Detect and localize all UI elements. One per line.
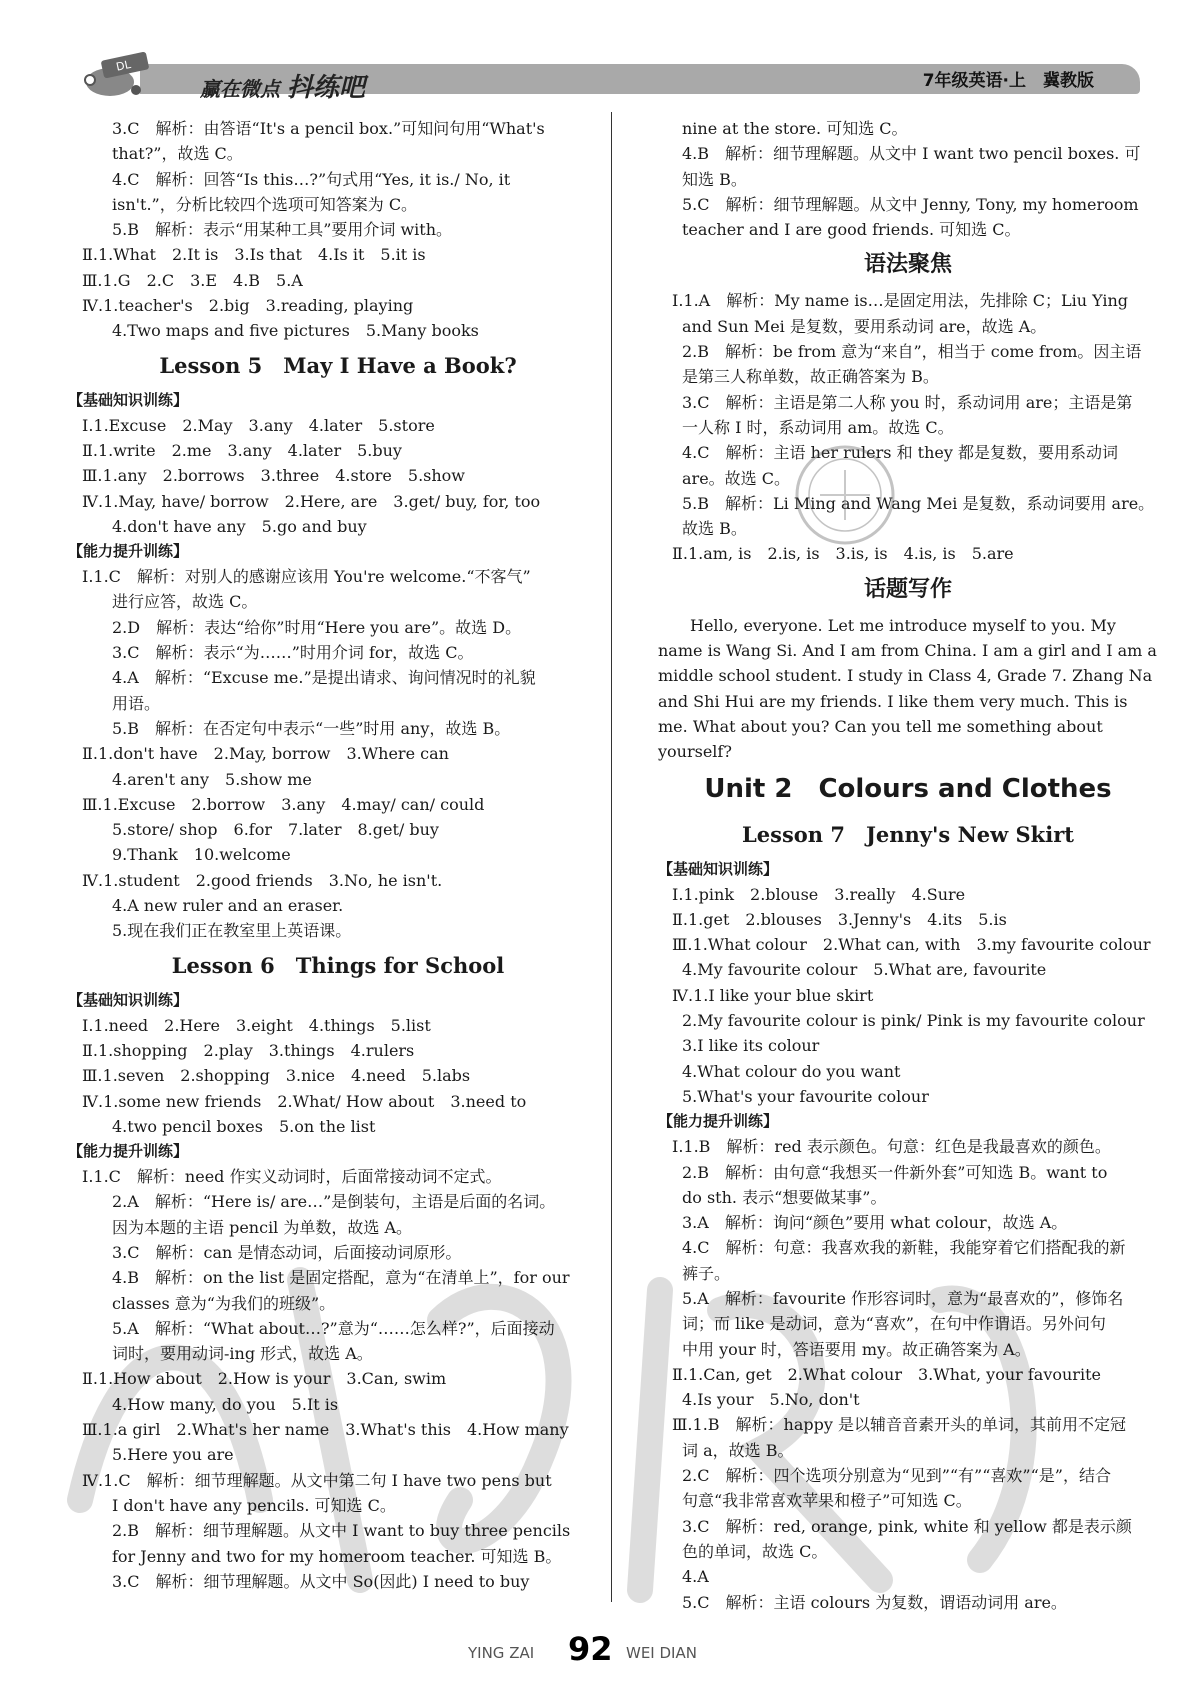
answer-line: 5.现在我们正在教室里上英语课。 bbox=[112, 921, 352, 941]
answer-line: 裤子。 bbox=[682, 1263, 731, 1283]
answer-line: 3.C 解析：主语是第二人称 you 时，系动词用 are；主语是第 bbox=[682, 392, 1133, 412]
answer-line: Ⅰ.1.B 解析：red 表示颜色。句意：红色是我最喜欢的颜色。 bbox=[672, 1137, 1111, 1157]
answer-line: 5.B 解析：Li Ming and Wang Mei 是复数，系动词要用 are。 bbox=[682, 493, 1155, 513]
answer-line: teacher and I are good friends. 可知选 C。 bbox=[682, 220, 1021, 240]
answer-line: 4.B 解析：细节理解题。从文中 I want two pencil boxes. 可 bbox=[682, 144, 1141, 164]
answer-line: 5.B 解析：表示“用某种工具”要用介词 with。 bbox=[112, 220, 453, 240]
answer-line: 5.store/ shop 6.for 7.later 8.get/ buy bbox=[112, 820, 439, 840]
answer-line: 4.C 解析：回答“Is this…?”句式用“Yes, it is./ No, it bbox=[112, 169, 511, 189]
answer-line: Ⅲ.1.any 2.borrows 3.three 4.store 5.show bbox=[82, 466, 465, 486]
header-brand bbox=[200, 67, 365, 104]
answer-line: 2.My favourite colour is pink/ Pink is my favourite colour bbox=[682, 1011, 1145, 1031]
answer-line: 3.I like its colour bbox=[682, 1036, 820, 1056]
section-heading: Lesson 7 Jenny's New Skirt bbox=[742, 821, 1074, 847]
section-heading: 【基础知识训练】 bbox=[658, 859, 779, 878]
section-heading: Lesson 5 May I Have a Book? bbox=[159, 352, 517, 378]
answer-line: 4.Two maps and five pictures 5.Many books bbox=[112, 321, 479, 341]
footer-left-text: YING ZAI bbox=[468, 1644, 535, 1662]
answer-line: Ⅰ.1.Excuse 2.May 3.any 4.later 5.store bbox=[82, 415, 435, 435]
answer-line: 一人称 I 时，系动词用 am。故选 C。 bbox=[682, 417, 954, 437]
answer-line: 5.C 解析：细节理解题。从文中 Jenny, Tony, my homeroom bbox=[682, 194, 1139, 214]
answer-line: 故选 B。 bbox=[682, 519, 747, 539]
answer-line: Ⅲ.1.G 2.C 3.E 4.B 5.A bbox=[82, 270, 303, 290]
section-heading: 【基础知识训练】 bbox=[68, 990, 189, 1009]
answer-line: Ⅳ.1.I like your blue skirt bbox=[672, 985, 874, 1005]
answer-line: 4.How many, do you 5.It is bbox=[112, 1394, 339, 1414]
answer-line: Ⅳ.1.some new friends 2.What/ How about 3.need to bbox=[82, 1091, 527, 1111]
answer-line: 2.D 解析：表达“给你”时用“Here you are”。故选 D。 bbox=[112, 617, 522, 637]
answer-line: 4.B 解析：on the list 是固定搭配，意为“在清单上”，for our bbox=[112, 1268, 570, 1288]
answer-line: Ⅳ.1.teacher's 2.big 3.reading, playing bbox=[82, 296, 414, 316]
answer-line: 4.aren't any 5.show me bbox=[112, 769, 312, 789]
answer-line: 4.Is your 5.No, don't bbox=[682, 1390, 860, 1410]
answer-line: 4.A 解析：“Excuse me.”是提出请求、询问情况时的礼貌 bbox=[112, 668, 536, 688]
answer-line: and Sun Mei 是复数，要用系动词 are，故选 A。 bbox=[682, 316, 1047, 336]
answer-line: Ⅲ.1.seven 2.shopping 3.nice 4.need 5.labs bbox=[82, 1066, 471, 1086]
answer-line: Ⅲ.1.a girl 2.What's her name 3.What's this 4.How many bbox=[82, 1420, 569, 1440]
answer-line: Ⅱ.1.get 2.blouses 3.Jenny's 4.its 5.is bbox=[672, 909, 1007, 929]
answer-line: 词时，要用动词-ing 形式，故选 A。 bbox=[112, 1344, 373, 1364]
answer-line: 知选 B。 bbox=[682, 169, 747, 189]
answer-line: 3.C 解析：red, orange, pink, white 和 yellow 都是表示颜 bbox=[682, 1516, 1132, 1536]
answer-line: Ⅱ.1.What 2.It is 3.Is that 4.Is it 5.it is bbox=[82, 245, 426, 265]
section-heading: 语法聚焦 bbox=[863, 252, 952, 278]
answer-line: 因为本题的主语 pencil 为单数，故选 A。 bbox=[112, 1217, 413, 1237]
section-heading: 【能力提升训练】 bbox=[68, 1142, 189, 1161]
answer-line: Ⅳ.1.student 2.good friends 3.No, he isn't. bbox=[82, 870, 443, 890]
answer-line: 2.B 解析：细节理解题。从文中 I want to buy three pencils bbox=[112, 1521, 571, 1541]
answer-line: 词；而 like 是动词，意为“喜欢”，在句中作谓语。另外问句 bbox=[682, 1314, 1106, 1334]
page-number: 92 bbox=[568, 1630, 613, 1668]
answer-line: do sth. 表示“想要做某事”。 bbox=[682, 1187, 887, 1207]
answer-line: 4.A new ruler and an eraser. bbox=[112, 896, 344, 916]
answer-line: 3.C 解析：can 是情态动词，后面接动词原形。 bbox=[112, 1242, 462, 1262]
section-heading: 【基础知识训练】 bbox=[68, 390, 189, 409]
homework-stamp-icon bbox=[790, 440, 900, 550]
answer-line: 4.My favourite colour 5.What are, favourite bbox=[682, 960, 1047, 980]
answer-line: Hello, everyone. Let me introduce myself to you. My name is Wang Si. And I am from China. I am a girl and I am a middle school student. I study in Class 4, Grade 7. Zhang Na and Shi Hui are my friends. I like them very much. This is me. What about you? Can you tell me something about yourself? bbox=[658, 615, 1157, 762]
section-heading: 话题写作 bbox=[863, 576, 952, 602]
answer-line: Ⅱ.1.How about 2.How is your 3.Can, swim bbox=[82, 1369, 447, 1389]
answer-line: 5.What's your favourite colour bbox=[682, 1086, 929, 1106]
answer-line: 5.A 解析：favourite 作形容词时，意为“最喜欢的”，修饰名 bbox=[682, 1288, 1124, 1308]
answer-line: 中用 your 时，答语要用 my。故正确答案为 A。 bbox=[682, 1339, 1031, 1359]
header-brand-small: 赢在微点 bbox=[200, 77, 280, 101]
answer-line: 5.C 解析：主语 colours 为复数，谓语动词用 are。 bbox=[682, 1592, 1067, 1612]
answer-line: 5.Here you are bbox=[112, 1445, 234, 1465]
answer-line: that?”，故选 C。 bbox=[112, 144, 243, 164]
answer-line: 5.A 解析：“What about…?”意为“……怎么样?”，后面接动 bbox=[112, 1318, 555, 1338]
answer-line: 2.A 解析：“Here is/ are…”是倒装句，主语是后面的名词。 bbox=[112, 1192, 556, 1212]
answer-line: Ⅱ.1.Can, get 2.What colour 3.What, your favourite bbox=[672, 1364, 1101, 1384]
answer-line: 9.Thank 10.welcome bbox=[112, 845, 291, 865]
logo-icon bbox=[80, 50, 190, 106]
header-book-info: 7年级英语·上 冀教版 bbox=[922, 71, 1094, 91]
answer-line: are。故选 C。 bbox=[682, 468, 790, 488]
answer-line: Ⅳ.1.C 解析：细节理解题。从文中第二句 I have two pens but bbox=[82, 1470, 552, 1490]
page-footer bbox=[0, 1630, 1200, 1670]
answer-line: 4.A bbox=[682, 1567, 709, 1587]
answer-line: classes 意为“为我们的班级”。 bbox=[112, 1293, 336, 1313]
answer-line: 2.B 解析：由句意“我想买一件新外套”可知选 B。want to bbox=[682, 1162, 1108, 1182]
answer-line: 用语。 bbox=[112, 693, 161, 713]
answer-line: 5.B 解析：在否定句中表示“一些”时用 any，故选 B。 bbox=[112, 718, 511, 738]
answer-line: 3.C 解析：表示“为……”时用介词 for，故选 C。 bbox=[112, 643, 474, 663]
answer-line: 4.C 解析：句意：我喜欢我的新鞋，我能穿着它们搭配我的新 bbox=[682, 1238, 1126, 1258]
answer-line: 4.C 解析：主语 her rulers 和 they 都是复数，要用系动词 bbox=[682, 443, 1119, 463]
answer-line: Ⅱ.1.write 2.me 3.any 4.later 5.buy bbox=[82, 440, 402, 460]
answer-line: 色的单词，故选 C。 bbox=[682, 1541, 828, 1561]
answer-line: 3.C 解析：由答语“It's a pencil box.”可知问句用“What's bbox=[112, 119, 545, 138]
answer-line: 4.What colour do you want bbox=[682, 1061, 901, 1081]
answer-line: Ⅰ.1.need 2.Here 3.eight 4.things 5.list bbox=[82, 1015, 431, 1035]
answer-line: 是第三人称单数，故正确答案为 B。 bbox=[682, 367, 939, 387]
answer-line: 进行应答，故选 C。 bbox=[112, 592, 258, 612]
section-heading: 【能力提升训练】 bbox=[68, 542, 189, 561]
answer-line: 4.don't have any 5.go and buy bbox=[112, 516, 367, 536]
page-header bbox=[80, 50, 1140, 106]
answer-line: nine at the store. 可知选 C。 bbox=[682, 119, 908, 138]
answer-line: 2.B 解析：be from 意为“来自”，相当于 come from。因主语 bbox=[682, 342, 1142, 362]
answer-line: for Jenny and two for my homeroom teacher. 可知选 B。 bbox=[112, 1546, 562, 1566]
answer-line: Ⅲ.1.Excuse 2.borrow 3.any 4.may/ can/ could bbox=[82, 794, 485, 814]
answer-line: Ⅰ.1.pink 2.blouse 3.really 4.Sure bbox=[672, 884, 966, 904]
answer-line: Ⅳ.1.May, have/ borrow 2.Here, are 3.get/ buy, for, too bbox=[82, 491, 541, 511]
section-heading: Lesson 6 Things for School bbox=[171, 952, 505, 978]
answer-line: Ⅰ.1.C 解析：need 作实义动词时，后面常接动词不定式。 bbox=[82, 1167, 502, 1187]
answer-line: Ⅰ.1.A 解析：My name is…是固定用法，先排除 C；Liu Ying bbox=[672, 291, 1129, 311]
answer-line: 3.A 解析：询问“颜色”要用 what colour，故选 A。 bbox=[682, 1213, 1068, 1233]
answer-line: Ⅱ.1.am, is 2.is, is 3.is, is 4.is, is 5.are bbox=[672, 544, 1014, 564]
answer-line: Ⅲ.1.What colour 2.What can, with 3.my favourite colour bbox=[672, 935, 1151, 955]
answer-line: 3.C 解析：细节理解题。从文中 So(因此) I need to buy bbox=[112, 1571, 530, 1591]
answer-line: isn't.”，分析比较四个选项可知答案为 C。 bbox=[112, 194, 418, 214]
answer-line: Ⅱ.1.don't have 2.May, borrow 3.Where can bbox=[82, 744, 449, 764]
answer-line: Ⅲ.1.B 解析：happy 是以辅音音素开头的单词，其前用不定冠 bbox=[672, 1415, 1126, 1435]
answer-line: 2.C 解析：四个选项分别意为“见到”“有”“喜欢”“是”，结合 bbox=[682, 1466, 1111, 1486]
footer-right-text: WEI DIAN bbox=[626, 1644, 697, 1662]
answer-line: 词 a，故选 B。 bbox=[682, 1440, 794, 1460]
section-heading: 【能力提升训练】 bbox=[658, 1112, 779, 1131]
answer-line: 句意“我非常喜欢苹果和橙子”可知选 C。 bbox=[682, 1491, 972, 1511]
watermark-icon bbox=[40, 1200, 1100, 1620]
svg-text:DL: DL bbox=[114, 57, 132, 74]
header-brand-big: 抖练吧 bbox=[286, 73, 365, 103]
section-heading: Unit 2 Colours and Clothes bbox=[704, 773, 1112, 804]
answer-line: 4.two pencil boxes 5.on the list bbox=[112, 1116, 376, 1136]
answer-line: I don't have any pencils. 可知选 C。 bbox=[112, 1495, 396, 1515]
answer-line: Ⅱ.1.shopping 2.play 3.things 4.rulers bbox=[82, 1040, 415, 1060]
answer-line: Ⅰ.1.C 解析：对别人的感谢应该用 You're welcome.“不客气” bbox=[82, 567, 531, 587]
